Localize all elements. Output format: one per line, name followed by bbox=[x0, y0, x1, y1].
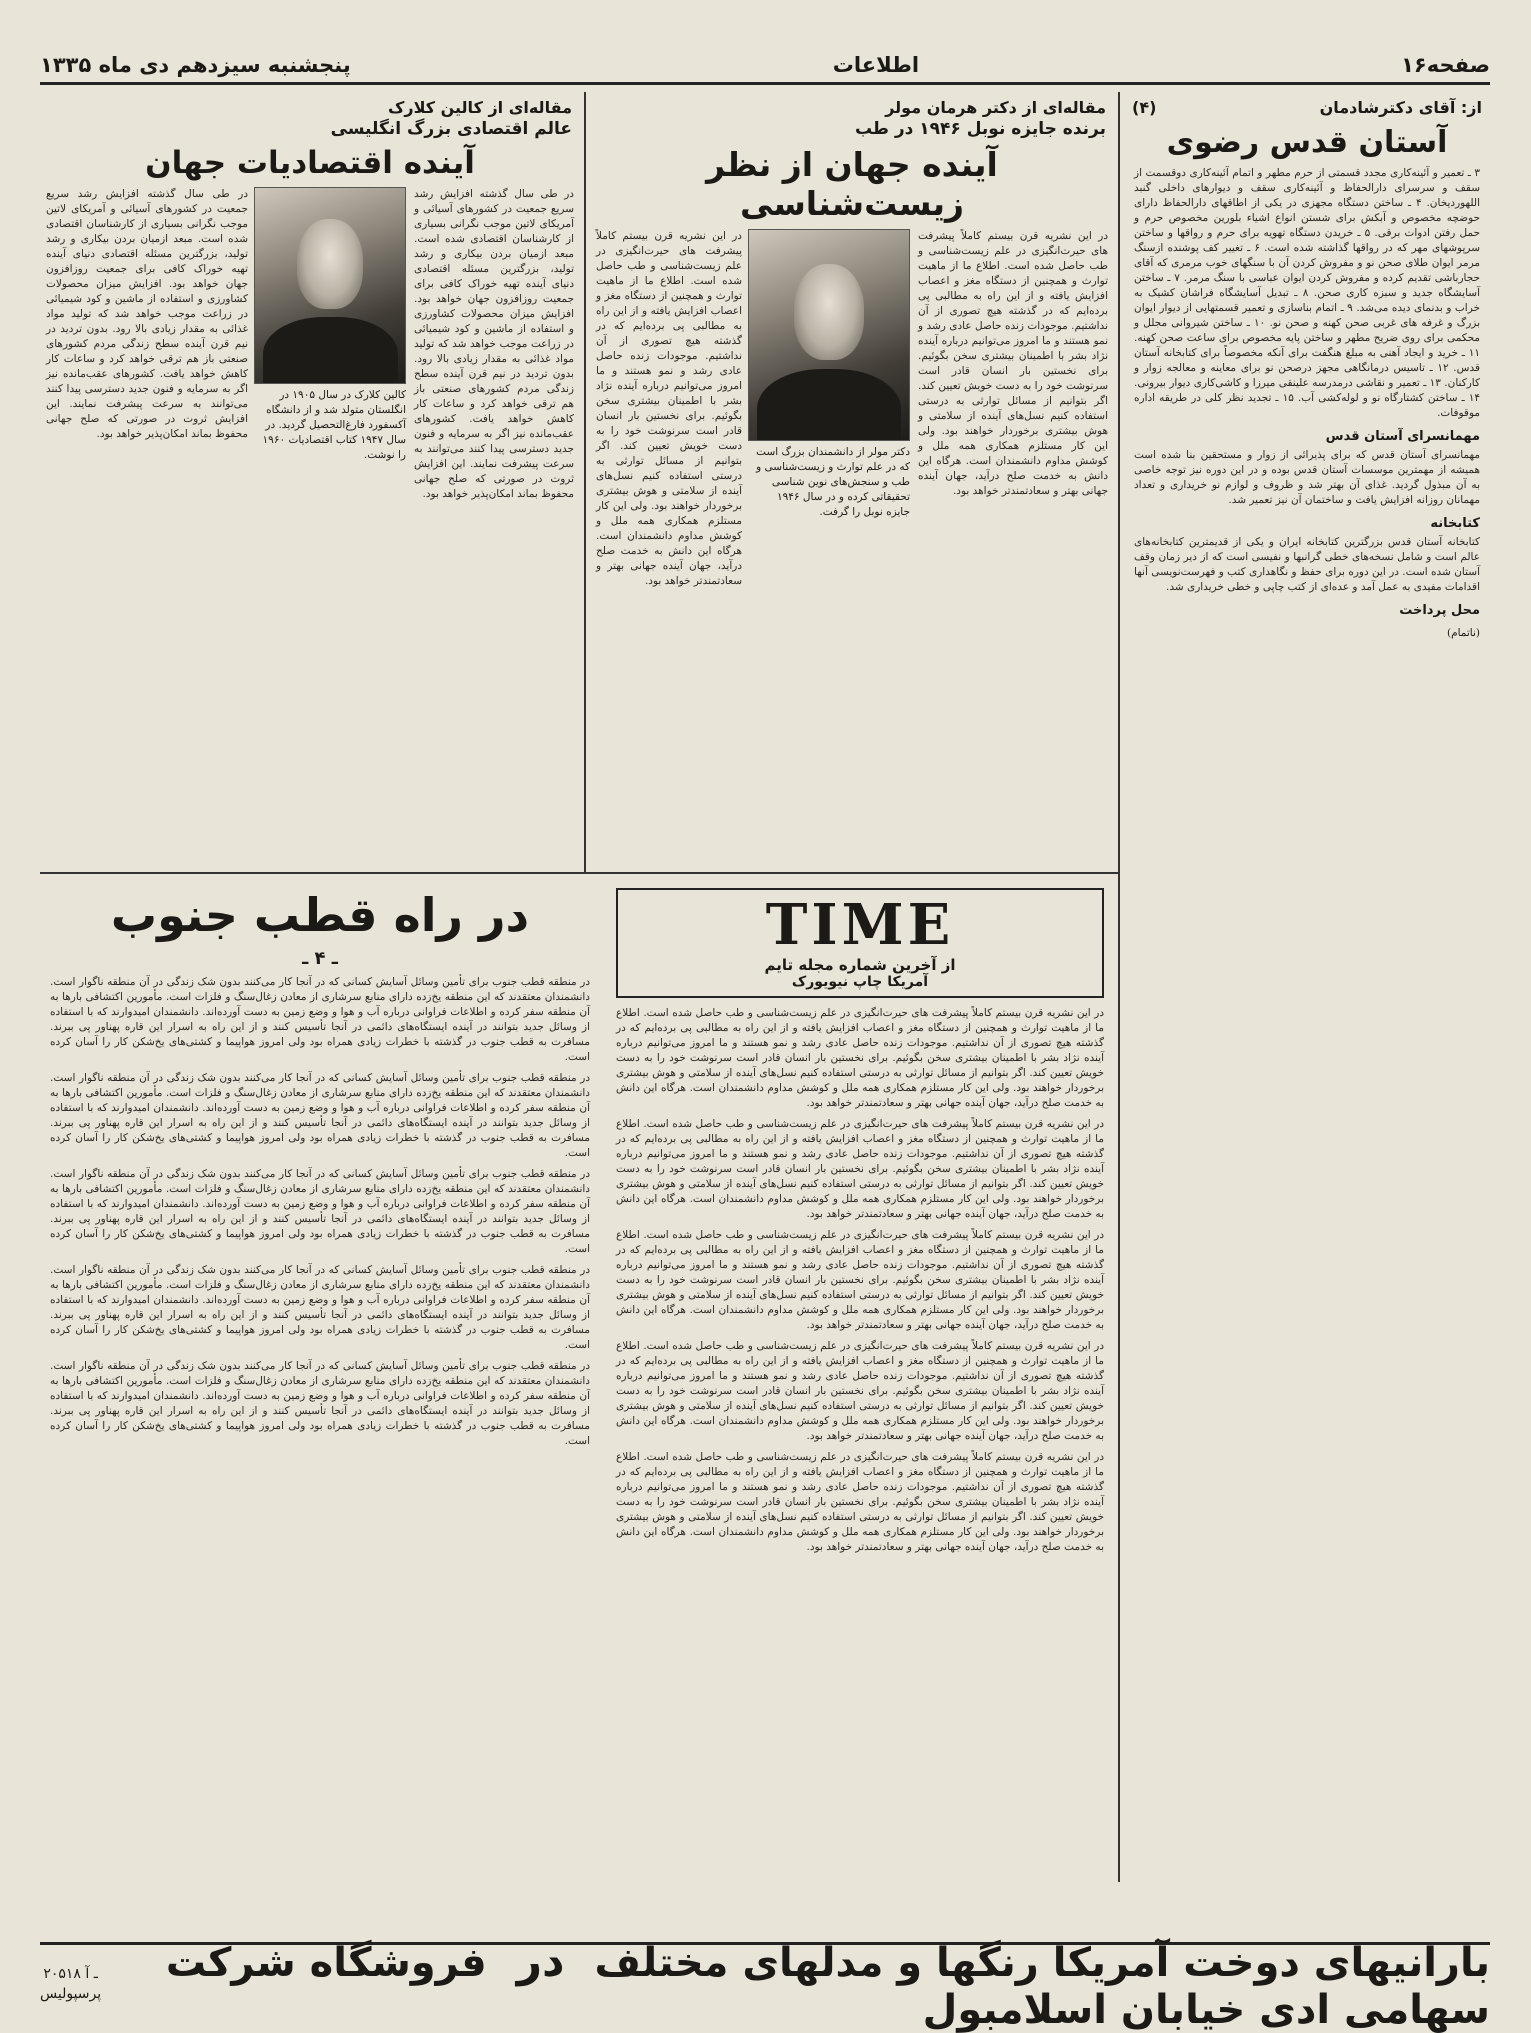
article-economics-future bbox=[40, 92, 580, 868]
ad-code bbox=[40, 1964, 101, 2004]
masthead bbox=[40, 48, 1490, 85]
photo-caption: دکتر مولر از دانشمندان بزرگ است که در علم توارث و زیست‌شناسی و طب و سنجش‌های نوین شناسی تحقیقاتی کرده و در سال ۱۹۴۶ جایزه نوبل را گرفت. bbox=[756, 446, 910, 518]
article-body bbox=[414, 187, 574, 502]
article-body bbox=[1124, 448, 1490, 508]
paragraph: در این نشریه قرن بیستم کاملاً پیشرفت های حیرت‌انگیزی در علم زیست‌شناسی و طب حاصل شده است. اطلاع ما از ماهیت توارث و همچنین از دستگاه مغز و اعصاب افزایش یافته و از این راه به مطالبی پی برده‌ایم که در گذشته هیچ تصوری از آن نداشتیم. موجودات زنده حاصل عادی رشد و نمو هستند و ما امروز می‌توانیم درباره آینده نژاد بشر با اطمینان بیشتری سخن بگوئیم. برای نخستین بار انسان قادر است سرنوشت خود را به دست خویش تعیین کند. اگر بتوانیم از مسائل توارثی به درستی استفاده کنیم نسل‌های آینده از سلامتی و هوش بیشتری برخوردار خواهند بود. ولی این کار مستلزم همکاری همه ملل و کوشش مداوم دانشمندان است. هرگاه این دانش به خدمت صلح درآید، جهان آینده جهانی بهتر و سعادتمندتر خواهد بود. bbox=[616, 1007, 1104, 1109]
ad-line-1: بارانیهای دوخت آمریکا رنگها و مدلهای مختلف bbox=[594, 1939, 1490, 1986]
headline: در راه قطب جنوب bbox=[110, 888, 530, 942]
article-body bbox=[606, 1006, 1114, 1555]
photo-caption: کالین کلارک در سال ۱۹۰۵ در انگلستان متولد شد و از دانشگاه آکسفورد فارغ‌التحصیل گردید. در سال ۱۹۴۷ کتاب اقتصادیات ۱۹۶۰ را نوشت. bbox=[262, 389, 406, 461]
page-number: صفحه۱۶ bbox=[1401, 53, 1490, 77]
paragraph: در این نشریه قرن بیستم کاملاً پیشرفت های حیرت‌انگیزی در علم زیست‌شناسی و طب حاصل شده است. اطلاع ما از ماهیت توارث و همچنین از دستگاه مغز و اعصاب افزایش یافته و از این راه به مطالبی پی برده‌ایم که در گذشته هیچ تصوری از آن نداشتیم. موجودات زنده حاصل عادی رشد و نمو هستند و ما امروز می‌توانیم درباره آینده نژاد بشر با اطمینان بیشتری سخن بگوئیم. برای نخستین بار انسان قادر است سرنوشت خود را به دست خویش تعیین کند. اگر بتوانیم از مسائل توارثی به درستی استفاده کنیم نسل‌های آینده از سلامتی و هوش بیشتری برخوردار خواهند بود. ولی این کار مستلزم همکاری همه ملل و کوشش مداوم دانشمندان است. هرگاه این دانش به خدمت صلح درآید، جهان آینده جهانی بهتر و سعادتمندتر خواهد بود. bbox=[616, 1340, 1104, 1442]
portrait-photo bbox=[748, 229, 910, 441]
paragraph: در این نشریه قرن بیستم کاملاً پیشرفت های حیرت‌انگیزی در علم زیست‌شناسی و طب حاصل شده است. اطلاع ما از ماهیت توارث و همچنین از دستگاه مغز و اعصاب افزایش یافته و از این راه به مطالبی پی برده‌ایم که در گذشته هیچ تصوری از آن نداشتیم. موجودات زنده حاصل عادی رشد و نمو هستند و ما امروز می‌توانیم درباره آینده نژاد بشر با اطمینان بیشتری سخن بگوئیم. برای نخستین بار انسان قادر است سرنوشت خود را به دست خویش تعیین کند. اگر بتوانیم از مسائل توارثی به درستی استفاده کنیم نسل‌های آینده از سلامتی و هوش بیشتری برخوردار خواهند بود. ولی این کار مستلزم همکاری همه ملل و کوشش مداوم دانشمندان است. هرگاه این دانش به خدمت صلح درآید، جهان آینده جهانی بهتر و سعادتمندتر خواهد بود. bbox=[616, 1451, 1104, 1553]
paragraph: در منطقه قطب جنوب برای تأمین وسائل آسایش کسانی که در آنجا کار می‌کنند بدون شک زندگی در آن منطقه ناگوار است. دانشمندان معتقدند که این منطقه یخ‌زده دارای منابع سرشاری از معادن زغال‌سنگ و فلزات است. مأمورین اکتشافی بارها به آن منطقه سفر کرده و اطلاعات فراوانی درباره آب و هوا و وضع زمین به دست آورده‌اند. دانشمندان امیدوارند که با استفاده از وسائل جدید بتوانند در آینده ایستگاه‌های دائمی در آنجا تأسیس کنند و از این راه به اسرار این قاره پهناور پی ببرند. مسافرت به قطب جنوب در گذشته با خطرات زیادی همراه بود ولی امروز هواپیما و کشتی‌های یخ‌شکن کار را آسان کرده است. bbox=[50, 1072, 590, 1159]
section-rule bbox=[40, 872, 1118, 874]
suit bbox=[263, 317, 398, 384]
paragraph: در این نشریه قرن بیستم کاملاً پیشرفت های حیرت‌انگیزی در علم زیست‌شناسی و طب حاصل شده است. اطلاع ما از ماهیت توارث و همچنین از دستگاه مغز و اعصاب افزایش یافته و از این راه به مطالبی پی برده‌ایم که در گذشته هیچ تصوری از آن نداشتیم. موجودات زنده حاصل عادی رشد و نمو هستند و ما امروز می‌توانیم درباره آینده نژاد بشر با اطمینان بیشتری سخن بگوئیم. برای نخستین بار انسان قادر است سرنوشت خود را به دست خویش تعیین کند. اگر بتوانیم از مسائل توارثی به درستی استفاده کنیم نسل‌های آینده از سلامتی و هوش بیشتری برخوردار خواهند بود. ولی این کار مستلزم همکاری همه ملل و کوشش مداوم دانشمندان است. هرگاه این دانش به خدمت صلح درآید، جهان آینده جهانی بهتر و سعادتمندتر خواهد بود. bbox=[616, 1229, 1104, 1331]
paragraph: در این نشریه قرن بیستم کاملاً پیشرفت های حیرت‌انگیزی در علم زیست‌شناسی و طب حاصل شده است. اطلاع ما از ماهیت توارث و همچنین از دستگاه مغز و اعصاب افزایش یافته و از این راه به مطالبی پی برده‌ایم که در گذشته هیچ تصوری از آن نداشتیم. موجودات زنده حاصل عادی رشد و نمو هستند و ما امروز می‌توانیم درباره آینده نژاد بشر با اطمینان بیشتری سخن بگوئیم. برای نخستین بار انسان قادر است سرنوشت خود را به دست خویش تعیین کند. اگر بتوانیم از مسائل توارثی به درستی استفاده کنیم نسل‌های آینده از سلامتی و هوش بیشتری برخوردار خواهند بود. ولی این کار مستلزم همکاری همه ملل و کوشش مداوم دانشمندان است. هرگاه این دانش به خدمت صلح درآید، جهان آینده جهانی بهتر و سعادتمندتر خواهد بود. bbox=[616, 1118, 1104, 1220]
face bbox=[297, 219, 363, 309]
paragraph: کتابخانه آستان قدس بزرگترین کتابخانه ایران و یکی از قدیمترین کتابخانه‌های عالم است و شامل نسخه‌های خطی گرانبها و نفیسی است که از دیر زمان وقف آستان شده است. در این دوره برای حفظ و نگاهداری کتب و فهرست‌نویسی آنها اقدامات مفیدی به عمل آمد و عده‌ای از کتب چاپی و خطی خریداری شد. bbox=[1134, 536, 1480, 593]
paragraph: در منطقه قطب جنوب برای تأمین وسائل آسایش کسانی که در آنجا کار می‌کنند بدون شک زندگی در آن منطقه ناگوار است. دانشمندان معتقدند که این منطقه یخ‌زده دارای منابع سرشاری از معادن زغال‌سنگ و فلزات است. مأمورین اکتشافی بارها به آن منطقه سفر کرده و اطلاعات فراوانی درباره آب و هوا و وضع زمین به دست آورده‌اند. دانشمندان امیدوارند که با استفاده از وسائل جدید بتوانند در آینده ایستگاه‌های دائمی در آنجا تأسیس کنند و از این راه به اسرار این قاره پهناور پی ببرند. مسافرت به قطب جنوب در گذشته با خطرات زیادی همراه بود ولی امروز هواپیما و کشتی‌های یخ‌شکن کار را آسان کرده است. bbox=[50, 1168, 590, 1255]
paragraph: در منطقه قطب جنوب برای تأمین وسائل آسایش کسانی که در آنجا کار می‌کنند بدون شک زندگی در آن منطقه ناگوار است. دانشمندان معتقدند که این منطقه یخ‌زده دارای منابع سرشاری از معادن زغال‌سنگ و فلزات است. مأمورین اکتشافی بارها به آن منطقه سفر کرده و اطلاعات فراوانی درباره آب و هوا و وضع زمین به دست آورده‌اند. دانشمندان امیدوارند که با استفاده از وسائل جدید بتوانند در آینده ایستگاه‌های دائمی در آنجا تأسیس کنند و از این راه به اسرار این قاره پهناور پی ببرند. مسافرت به قطب جنوب در گذشته با خطرات زیادی همراه بود ولی امروز هواپیما و کشتی‌های یخ‌شکن کار را آسان کرده است. bbox=[50, 1360, 590, 1447]
article-antarctic bbox=[40, 880, 600, 1936]
column-rule bbox=[1118, 92, 1120, 1882]
byline: مقاله‌ای از کالین کلارک bbox=[388, 98, 572, 117]
subtitle: عالم اقتصادی بزرگ انگلیسی bbox=[330, 119, 572, 139]
ad-line-2: فروشگاه شرکت سهامی ادی خیابان اسلامبول bbox=[165, 1939, 1490, 2033]
ad-connector: در bbox=[516, 1935, 565, 1987]
face bbox=[794, 264, 864, 361]
article-body bbox=[596, 229, 742, 589]
suit bbox=[757, 369, 901, 441]
headline: آینده جهان از نظر زیست‌شناسی bbox=[706, 145, 998, 223]
portrait-photo bbox=[254, 187, 406, 384]
time-masthead-box bbox=[616, 888, 1104, 998]
section-heading: کتابخانه bbox=[1430, 516, 1480, 531]
time-subtitle-2: آمریکا چاپ نیویورک bbox=[791, 974, 929, 990]
paper-name: اطلاعات bbox=[832, 53, 920, 77]
ad-text bbox=[101, 1936, 1490, 2033]
subtitle: برنده جایزه نوبل ۱۹۴۶ در طب bbox=[854, 119, 1106, 139]
time-subtitle: از آخرین شماره مجله تایم bbox=[764, 956, 956, 974]
article-biology-future bbox=[590, 92, 1114, 868]
paragraph: در طی سال گذشته افزایش رشد سریع جمعیت در کشورهای آسیائی و آمریکای لاتین موجب نگرانی بسیاری از کارشناسان اقتصادی شده است. مبعد ازمیان بردن بیکاری و رشد تولید، بزرگترین مسئله اقتصادی دنیای آینده تهیه خوراک کافی برای جمعیت روزافزون جهان خواهد بود. افزایش میزان محصولات کشاورزی و استفاده از ماشین و کود شیمیائی در زراعت موجب خواهد شد که تولید مواد غذائی به مقدار زیادی بالا رود. بدون تردید در نیم قرن آینده سطح زندگی مردم کشورهای صنعتی باز هم ترقی خواهد کرد و ساعات کار کاهش خواهد یافت. کشورهای عقب‌مانده نیز اگر به سرمایه و فنون جدید دسترسی پیدا کنند می‌توانند به سرعت پیشرفت نمایند. این افزایش ثروت در صورتی که صلح جهانی محفوظ بماند امکان‌پذیر خواهد بود. bbox=[46, 188, 248, 440]
paragraph: در منطقه قطب جنوب برای تأمین وسائل آسایش کسانی که در آنجا کار می‌کنند بدون شک زندگی در آن منطقه ناگوار است. دانشمندان معتقدند که این منطقه یخ‌زده دارای منابع سرشاری از معادن زغال‌سنگ و فلزات است. مأمورین اکتشافی بارها به آن منطقه سفر کرده و اطلاعات فراوانی درباره آب و هوا و وضع زمین به دست آورده‌اند. دانشمندان امیدوارند که با استفاده از وسائل جدید بتوانند در آینده ایستگاه‌های دائمی در آنجا تأسیس کنند و از این راه به اسرار این قاره پهناور پی ببرند. مسافرت به قطب جنوب در گذشته با خطرات زیادی همراه بود ولی امروز هواپیما و کشتی‌های یخ‌شکن کار را آسان کرده است. bbox=[50, 976, 590, 1063]
part-number: (۴) bbox=[1132, 98, 1157, 117]
byline: مقاله‌ای از دکتر هرمان مولر bbox=[885, 98, 1106, 117]
byline: از: آقای دکترشادمان bbox=[1319, 98, 1482, 117]
continued-marker: (ناتمام) bbox=[1446, 627, 1480, 639]
part-number: ـ ۴ ـ bbox=[302, 948, 338, 969]
section-heading: محل پرداخت bbox=[1399, 603, 1480, 618]
column-rule bbox=[584, 92, 586, 872]
section-heading: مهمانسرای آستان قدس bbox=[1325, 429, 1480, 444]
issue-date: پنجشنبه سیزدهم دی ماه ۱۳۳۵ bbox=[40, 53, 351, 77]
paragraph: در منطقه قطب جنوب برای تأمین وسائل آسایش کسانی که در آنجا کار می‌کنند بدون شک زندگی در آن منطقه ناگوار است. دانشمندان معتقدند که این منطقه یخ‌زده دارای منابع سرشاری از معادن زغال‌سنگ و فلزات است. مأمورین اکتشافی بارها به آن منطقه سفر کرده و اطلاعات فراوانی درباره آب و هوا و وضع زمین به دست آورده‌اند. دانشمندان امیدوارند که با استفاده از وسائل جدید بتوانند در آینده ایستگاه‌های دائمی در آنجا تأسیس کنند و از این راه به اسرار این قاره پهناور پی ببرند. مسافرت به قطب جنوب در گذشته با خطرات زیادی همراه بود ولی امروز هواپیما و کشتی‌های یخ‌شکن کار را آسان کرده است. bbox=[50, 1264, 590, 1351]
article-body bbox=[40, 975, 600, 1449]
headline: آستان قدس رضوی bbox=[1166, 125, 1448, 160]
ad-agency: پرسپولیس bbox=[40, 1986, 102, 2002]
paragraph: در این نشریه قرن بیستم کاملاً پیشرفت های حیرت‌انگیزی در علم زیست‌شناسی و طب حاصل شده است. اطلاع ما از ماهیت توارث و همچنین از دستگاه مغز و اعصاب افزایش یافته و از این راه به مطالبی پی برده‌ایم که در گذشته هیچ تصوری از آن نداشتیم. موجودات زنده حاصل عادی رشد و نمو هستند و ما امروز می‌توانیم درباره آینده نژاد بشر با اطمینان بیشتری سخن بگوئیم. برای نخستین بار انسان قادر است سرنوشت خود را به دست خویش تعیین کند. اگر بتوانیم از مسائل توارثی به درستی استفاده کنیم نسل‌های آینده از سلامتی و هوش بیشتری برخوردار خواهند بود. ولی این کار مستلزم همکاری همه ملل و کوشش مداوم دانشمندان است. هرگاه این دانش به خدمت صلح درآید، جهان آینده جهانی بهتر و سعادتمندتر خواهد بود. bbox=[918, 230, 1108, 497]
article-body bbox=[918, 229, 1108, 499]
article-body bbox=[46, 187, 248, 442]
article-body bbox=[1124, 535, 1490, 595]
footer-advertisement bbox=[40, 1935, 1490, 2033]
ad-code-number: ۲۰۵۱۸ ـ آ bbox=[43, 1966, 98, 1982]
paragraph: مهمانسرای آستان قدس که برای پذیرائی از زوار و مستحقین بنا شده است همیشه از مهمترین موسسات آستان قدس بوده و در این دوره نیز توجه خاصی به آن مبذول گردید. غذای آن بهتر شد و ظروف و لوازم نو خریداری و تعداد مهمانان روزانه افزایش یافت و ساختمان آن نیز تعمیر شد. bbox=[1134, 449, 1480, 506]
paragraph: در این نشریه قرن بیستم کاملاً پیشرفت های حیرت‌انگیزی در علم زیست‌شناسی و طب حاصل شده است. اطلاع ما از ماهیت توارث و همچنین از دستگاه مغز و اعصاب افزایش یافته و از این راه به مطالبی پی برده‌ایم که در گذشته هیچ تصوری از آن نداشتیم. موجودات زنده حاصل عادی رشد و نمو هستند و ما امروز می‌توانیم درباره آینده نژاد بشر با اطمینان بیشتری سخن بگوئیم. برای نخستین بار انسان قادر است سرنوشت خود را به دست خویش تعیین کند. اگر بتوانیم از مسائل توارثی به درستی استفاده کنیم نسل‌های آینده از سلامتی و هوش بیشتری برخوردار خواهند بود. ولی این کار مستلزم همکاری همه ملل و کوشش مداوم دانشمندان است. هرگاه این دانش به خدمت صلح درآید، جهان آینده جهانی بهتر و سعادتمندتر خواهد بود. bbox=[596, 230, 742, 587]
paragraph: ۳ ـ تعمیر و آئینه‌کاری مجدد قسمتی از حرم مطهر و اتمام آئینه‌کاری دوقسمت از سقف و سرسرای دارالحفاظ و آئینه‌کاری سقف و دیوارهای داخلی گنبد اللهوردیخان. ۴ ـ ساختن دستگاه مجهزی در یکی از اطاقهای دارالحفاظ دارای حوضچه مخصوص و آبکش برای شستن انواع اشیاء بلورین مخصوص حرم و حمل رفتن ادوات برقی. ۵ ـ خریدن دستگاه تهویه برای حرم و رواقها و ساختن سرپوشهای مهر که در رواقها گذاشته شده است. ۶ ـ تغییر کف پوشنده ازسنگ مرمر ایوان طلای صحن نو و مفروش کردن آن با سنگهای خوب مرمری که آقای حجارباشی تقدیم کرده و مفروش کردن ایوان عباسی با سنگ مرمر. ۷ ـ ساختن آسایشگاه جدید و سبزه کاری صحن. ۸ ـ تبدیل آسایشگاه فراشان کشیک به خراب و بدنمای دیده می‌شد. ۹ ـ اتمام بناسازی و تعمیر قسمتهایی از دیوار ایوان بزرگ و غرفه های غربی صحن کهنه و صحن نو. ۱۰ ـ ساختن شیروانی مجلل و محکمی برای روی ضریح مطهر و ساختن پایه مخصوص برای ساعت صحن کهنه. ۱۱ ـ خرید و ایجاد آهنی به مبلغ هنگفت برای آنکه مخصوصاً برای کتابخانه آستان قدس. ۱۲ ـ تاسیس درمانگاهی مجهز درصحن نو برای معاینه و معالجه زوار و کارکنان. ۱۳ ـ تعمیر و نقاشی درمدرسه علینقی میرزا و کاشی‌کاری دیوار بیرونی. ۱۴ ـ ساختن کشتارگاه نو و لوله‌کشی آب. ۱۵ ـ تجدید نظر کلی در طریقه اداره موقوفات. bbox=[1134, 167, 1481, 419]
article-time-excerpt bbox=[606, 880, 1114, 1936]
article-astan-quds bbox=[1124, 92, 1490, 1936]
time-logo: TIME bbox=[765, 892, 955, 958]
headline: آینده اقتصادیات جهان bbox=[145, 145, 475, 181]
paragraph: در طی سال گذشته افزایش رشد سریع جمعیت در کشورهای آسیائی و آمریکای لاتین موجب نگرانی بسیاری از کارشناسان اقتصادی شده است. مبعد ازمیان بردن بیکاری و رشد تولید، بزرگترین مسئله اقتصادی دنیای آینده تهیه خوراک کافی برای جمعیت روزافزون جهان خواهد بود. افزایش میزان محصولات کشاورزی و استفاده از ماشین و کود شیمیائی در زراعت موجب خواهد شد که تولید مواد غذائی به مقدار زیادی بالا رود. بدون تردید در نیم قرن آینده سطح زندگی مردم کشورهای صنعتی باز هم ترقی خواهد کرد و ساعات کار کاهش خواهد یافت. کشورهای عقب‌مانده نیز اگر به سرمایه و فنون جدید دسترسی پیدا کنند می‌توانند به سرعت پیشرفت نمایند. این افزایش ثروت در صورتی که صلح جهانی محفوظ بماند امکان‌پذیر خواهد بود. bbox=[414, 188, 574, 500]
article-body bbox=[1124, 166, 1490, 421]
